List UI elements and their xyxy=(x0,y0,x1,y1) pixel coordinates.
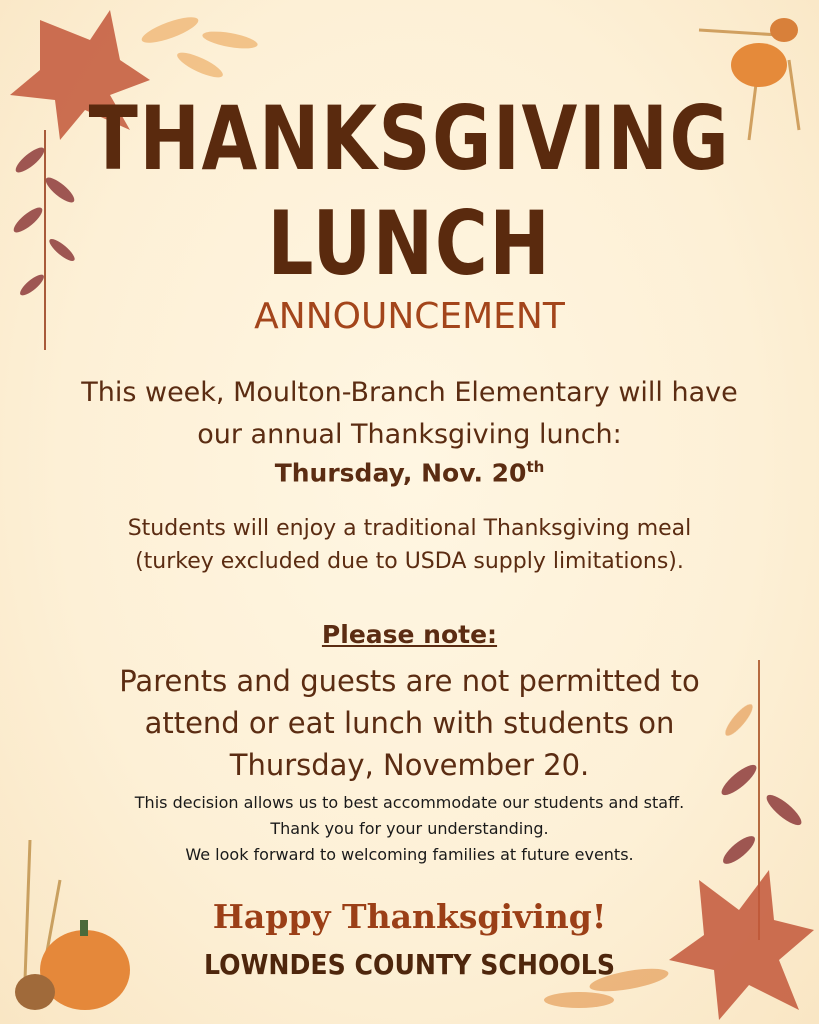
closing-line: Thank you for your understanding. xyxy=(270,819,549,838)
closing-line: This decision allows us to best accommodate our students and staff. xyxy=(134,793,685,812)
date-main: Thursday, Nov. 20 xyxy=(274,458,527,488)
note-heading: Please note: xyxy=(321,620,498,649)
intro-text: This week, Moulton-Branch Elementary will have our annual Thanksgiving lunch: xyxy=(81,377,738,450)
title-line-2: LUNCH xyxy=(267,192,552,295)
subtitle: ANNOUNCEMENT xyxy=(254,296,565,337)
greeting: Happy Thanksgiving! xyxy=(212,897,607,936)
closing-line: We look forward to welcoming families at future events. xyxy=(185,845,634,864)
date-suffix: th xyxy=(526,458,545,476)
meal-text: Students will enjoy a traditional Thanksgiving meal (turkey excluded due to USDA supply limitations). xyxy=(127,516,692,574)
organization-name: LOWNDES COUNTY SCHOOLS xyxy=(204,948,615,981)
title-line-1: THANKSGIVING xyxy=(88,87,731,190)
note-body: Parents and guests are not permitted to attend or eat lunch with students on Thursday, November 20. xyxy=(119,664,700,782)
closing-text xyxy=(0,790,819,868)
lunch-date xyxy=(0,458,819,487)
